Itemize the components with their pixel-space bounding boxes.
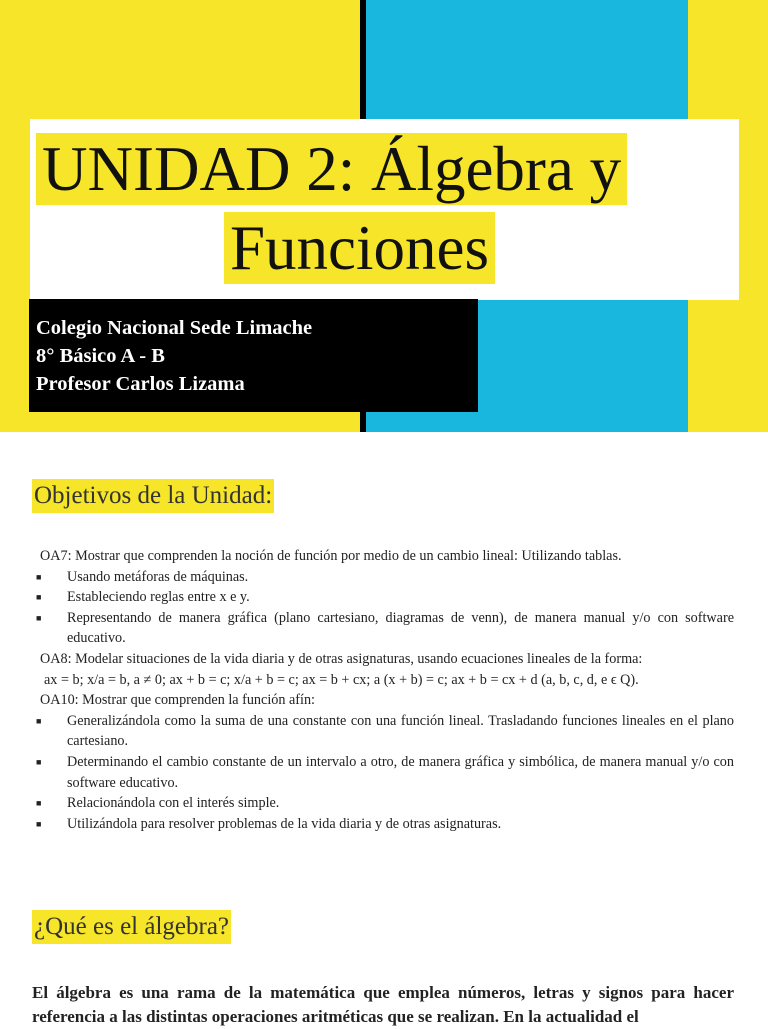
oa8-text: OA8: Modelar situaciones de la vida diaria y de otras asignaturas, usando ecuaciones lineales de la forma: (40, 650, 643, 667)
bullet-icon: ■ (36, 715, 42, 726)
list-item-text: Estableciendo reglas entre x e y. (67, 589, 250, 606)
teacher-name: Profesor Carlos Lizama (36, 373, 245, 395)
list-item-text: Usando metáforas de máquinas. (67, 568, 249, 585)
course-info (36, 314, 312, 398)
list-item (36, 567, 734, 588)
algebra-paragraph: El álgebra es una rama de la matemática que emplea números, letras y signos para hacer referencia a las distintas operaciones aritméticas que se realizan. En la actualidad el (32, 983, 734, 1026)
oa10-text: OA10: Mostrar que comprenden la función afín: (40, 692, 316, 709)
objectives-heading: Objetivos de la Unidad: (32, 479, 274, 513)
list-item (36, 587, 734, 608)
bullet-icon: ■ (36, 818, 42, 829)
bullet-icon: ■ (36, 798, 42, 809)
objectives-list (36, 546, 734, 834)
title-line-1: UNIDAD 2: Álgebra y (36, 133, 627, 205)
list-item-text: Representando de manera gráfica (plano cartesiano, diagramas de venn), de manera manual y/o con software educativo. (67, 609, 734, 647)
oa7-text: OA7: Mostrar que comprenden la noción de función por medio de un cambio lineal: Utilizando tablas. (40, 548, 622, 564)
list-item (36, 711, 734, 752)
bullet-icon: ■ (36, 756, 42, 767)
algebra-heading: ¿Qué es el álgebra? (32, 910, 231, 944)
title-line-2: Funciones (224, 212, 495, 284)
bullet-icon: ■ (36, 612, 42, 623)
bullet-icon: ■ (36, 592, 42, 603)
bullet-icon: ■ (36, 571, 42, 582)
list-item (36, 752, 734, 793)
list-item (36, 608, 734, 649)
list-item (36, 814, 734, 835)
school-name: Colegio Nacional Sede Limache (36, 317, 313, 339)
oa8-equations: ax = b; x/a = b, a ≠ 0; ax + b = c; x/a + b = c; ax = b + cx; a (x + b) = c; ax + b = cx + d (a, b, c, d, e ϵ Q). (44, 671, 639, 688)
list-item-text: Relacionándola con el interés simple. (67, 795, 280, 812)
list-item (36, 793, 734, 814)
grade-label: 8° Básico A - B (36, 345, 165, 367)
list-item-text: Generalizándola como la suma de una constante con una función lineal. Trasladando funciones lineales en el plano cartesiano. (67, 712, 734, 750)
list-item-text: Utilizándola para resolver problemas de la vida diaria y de otras asignaturas. (67, 815, 502, 832)
list-item-text: Determinando el cambio constante de un intervalo a otro, de manera gráfica y simbólica, de manera manual y/o con software educativo. (67, 753, 734, 791)
